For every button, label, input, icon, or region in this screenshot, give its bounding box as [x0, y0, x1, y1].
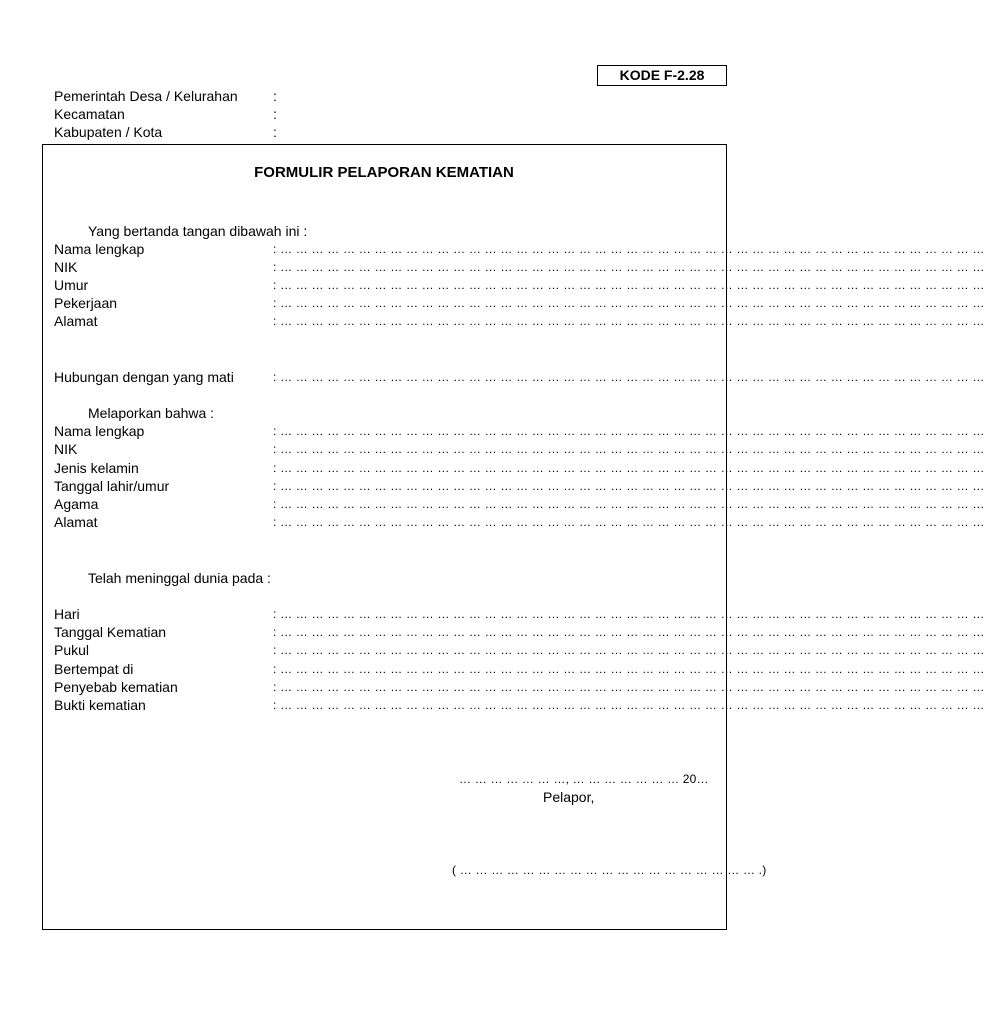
header-colon-desa: : [273, 88, 277, 104]
deceased-label-agama: Agama [54, 496, 99, 512]
reporter-label-alamat: Alamat [54, 313, 98, 329]
reporter-field-pekerjaan[interactable]: : … … … … … … … … … … … … … … … … … … … … … … … … … … … … … … … … … … … … … … … … … … … … … [273, 296, 985, 310]
deceased-field-nama[interactable]: : … … … … … … … … … … … … … … … … … … … … … … … … … … … … … … … … … … … … … … … … … … … … … [273, 424, 985, 438]
deceased-field-jenis-kelamin[interactable]: : … … … … … … … … … … … … … … … … … … … … … … … … … … … … … … … … … … … … … … … … … … … … … [273, 461, 985, 475]
reporter-label-umur: Umur [54, 277, 89, 293]
death-label-pukul: Pukul [54, 642, 90, 658]
death-field-pukul[interactable]: : … … … … … … … … … … … … … … … … … … … … … … … … … … … … … … … … … … … … … … … … … … … … … [273, 643, 985, 657]
intro-deceased: Melaporkan bahwa : [88, 405, 215, 421]
header-colon-kabupaten: : [273, 124, 277, 140]
header-label-kabupaten: Kabupaten / Kota [54, 124, 163, 140]
deceased-label-tanggal-lahir: Tanggal lahir/umur [54, 478, 170, 494]
header-label-desa: Pemerintah Desa / Kelurahan [54, 88, 238, 104]
intro-death: Telah meninggal dunia pada : [88, 570, 271, 586]
deceased-label-nik: NIK [54, 441, 78, 457]
death-field-tanggal[interactable]: : … … … … … … … … … … … … … … … … … … … … … … … … … … … … … … … … … … … … … … … … … … … … … [273, 625, 985, 639]
death-label-penyebab: Penyebab kematian [54, 679, 178, 695]
death-field-tempat[interactable]: : … … … … … … … … … … … … … … … … … … … … … … … … … … … … … … … … … … … … … … … … … … … … … [273, 662, 985, 676]
death-field-hari[interactable]: : … … … … … … … … … … … … … … … … … … … … … … … … … … … … … … … … … … … … … … … … … … … … … [273, 607, 985, 621]
death-field-penyebab[interactable]: : … … … … … … … … … … … … … … … … … … … … … … … … … … … … … … … … … … … … … … … … … … … … … [273, 680, 985, 694]
deceased-label-nama: Nama lengkap [54, 423, 145, 439]
header-colon-kecamatan: : [273, 106, 277, 122]
place-date-line[interactable]: … … … … … … …, … … … … … … … 20… [459, 772, 709, 786]
death-label-hari: Hari [54, 606, 80, 622]
reporter-field-nama[interactable]: : … … … … … … … … … … … … … … … … … … … … … … … … … … … … … … … … … … … … … … … … … … … … … [273, 242, 985, 256]
deceased-field-alamat[interactable]: : … … … … … … … … … … … … … … … … … … … … … … … … … … … … … … … … … … … … … … … … … … … … … [273, 515, 985, 529]
relationship-field[interactable]: : … … … … … … … … … … … … … … … … … … … … … … … … … … … … … … … … … … … … … … … … … … … … … [273, 370, 985, 384]
deceased-label-alamat: Alamat [54, 514, 98, 530]
reporter-label-nama: Nama lengkap [54, 241, 145, 257]
reporter-field-nik[interactable]: : … … … … … … … … … … … … … … … … … … … … … … … … … … … … … … … … … … … … … … … … … … … … … [273, 260, 985, 274]
death-label-bukti: Bukti kematian [54, 697, 146, 713]
deceased-label-jenis-kelamin: Jenis kelamin [54, 460, 139, 476]
reporter-field-umur[interactable]: : … … … … … … … … … … … … … … … … … … … … … … … … … … … … … … … … … … … … … … … … … … … … … [273, 278, 985, 292]
deceased-field-nik[interactable]: : … … … … … … … … … … … … … … … … … … … … … … … … … … … … … … … … … … … … … … … … … … … … … [273, 442, 985, 456]
signer-role: Pelapor, [543, 789, 595, 805]
death-field-bukti[interactable]: : … … … … … … … … … … … … … … … … … … … … … … … … … … … … … … … … … … … … … … … … … … … … … [273, 698, 985, 712]
reporter-label-pekerjaan: Pekerjaan [54, 295, 118, 311]
deceased-field-agama[interactable]: : … … … … … … … … … … … … … … … … … … … … … … … … … … … … … … … … … … … … … … … … … … … … … [273, 497, 985, 511]
death-label-tempat: Bertempat di [54, 661, 134, 677]
form-title: FORMULIR PELAPORAN KEMATIAN [254, 164, 514, 181]
header-label-kecamatan: Kecamatan [54, 106, 125, 122]
reporter-label-nik: NIK [54, 259, 78, 275]
reporter-field-alamat[interactable]: : … … … … … … … … … … … … … … … … … … … … … … … … … … … … … … … … … … … … … … … … … … … … … [273, 314, 985, 328]
intro-reporter: Yang bertanda tangan dibawah ini : [88, 223, 308, 239]
relationship-label: Hubungan dengan yang mati [54, 369, 234, 385]
signature-line[interactable]: ( … … … … … … … … … … … … … … … … … … … .) [452, 863, 767, 877]
death-label-tanggal: Tanggal Kematian [54, 624, 167, 640]
form-code-box: KODE F-2.28 [597, 65, 727, 86]
deceased-field-tanggal-lahir[interactable]: : … … … … … … … … … … … … … … … … … … … … … … … … … … … … … … … … … … … … … … … … … … … … … [273, 479, 985, 493]
